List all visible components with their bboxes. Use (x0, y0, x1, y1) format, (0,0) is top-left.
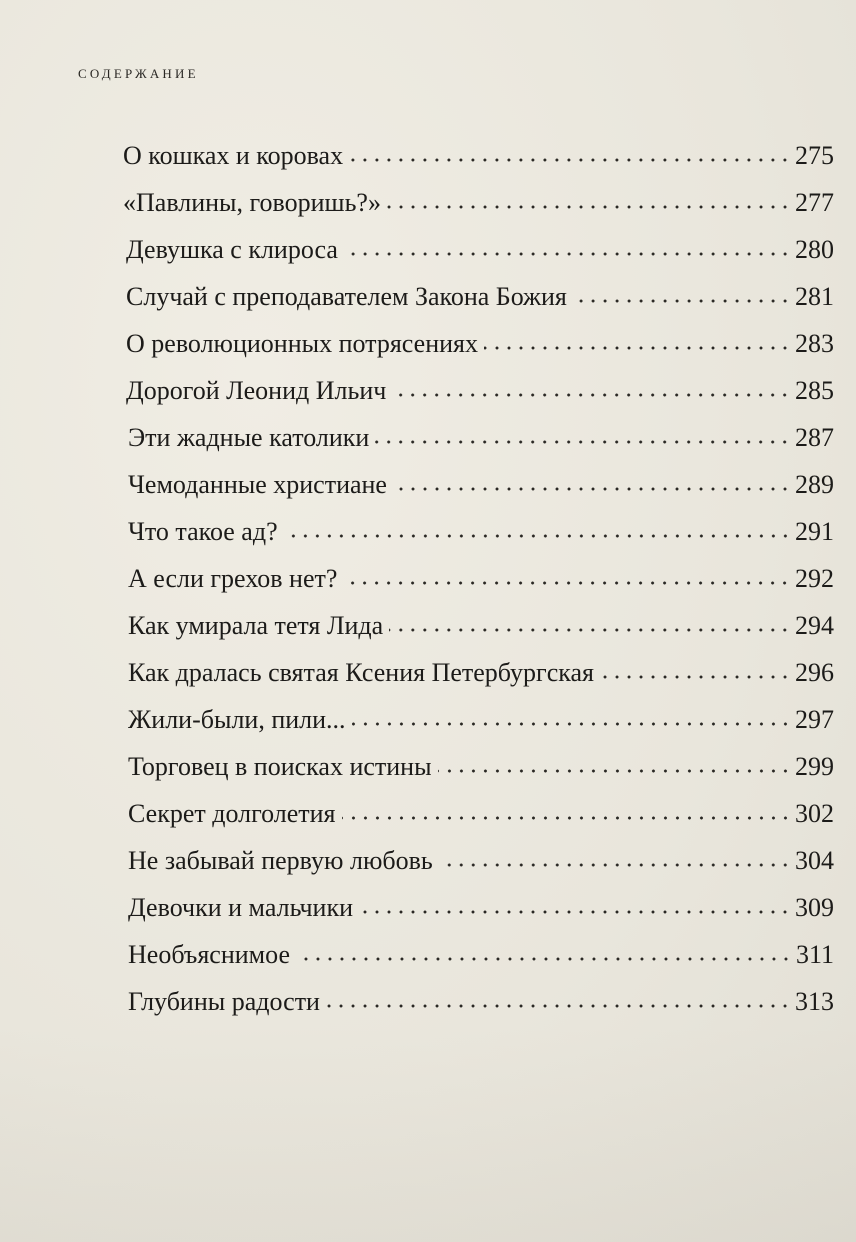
toc-entry-title: Как дралась святая Ксения Петербургская (128, 658, 594, 687)
toc-entry-page: 280 (795, 235, 834, 264)
toc-entry-page: 296 (795, 658, 834, 687)
toc-entry-title: О кошках и коровах (123, 141, 344, 170)
toc-entry (0, 320, 856, 367)
toc-entry-page: 283 (795, 329, 834, 358)
toc-entry (0, 884, 856, 931)
toc-entry-page: 297 (795, 705, 834, 734)
dot-leader (343, 580, 791, 586)
toc-entry-title: Девушка с клироса (126, 235, 338, 264)
toc-entry-title: Дорогой Леонид Ильич (126, 376, 387, 405)
dot-leader (284, 533, 791, 539)
toc-entry (0, 508, 856, 555)
toc-entry-title: Не забывай первую любовь (128, 846, 433, 875)
dot-leader (387, 204, 791, 210)
toc-entry-page: 299 (795, 752, 834, 781)
dot-leader (375, 439, 791, 445)
dot-leader (342, 815, 791, 821)
toc-entry (0, 367, 856, 414)
toc-entry-page: 309 (795, 893, 834, 922)
page-shadow (0, 1022, 856, 1242)
toc-entry-title: А если грехов нет? (128, 564, 338, 593)
toc-entry (0, 602, 856, 649)
dot-leader (326, 1003, 791, 1009)
toc-entry-title: Секрет долголетия (128, 799, 336, 828)
toc-entry-title: Жили-были, пили... (128, 705, 346, 734)
dot-leader (393, 486, 791, 492)
toc-entry (0, 273, 856, 320)
toc-entry-title: Как умирала тетя Лида (128, 611, 384, 640)
toc-entry-title: Эти жадные католики (128, 423, 370, 452)
dot-leader (484, 345, 791, 351)
dot-leader (392, 392, 791, 398)
toc-entry-page: 277 (795, 188, 834, 217)
toc-entry (0, 790, 856, 837)
toc-entry (0, 414, 856, 461)
toc-entry (0, 461, 856, 508)
toc-entry (0, 179, 856, 226)
toc-entry-page: 275 (795, 141, 834, 170)
dot-leader (359, 909, 791, 915)
toc-entry-page: 287 (795, 423, 834, 452)
dot-leader (296, 956, 792, 962)
toc-entry-title: О революционных потрясениях (126, 329, 478, 358)
toc-entry-page: 289 (795, 470, 834, 499)
dot-leader (349, 157, 791, 163)
toc-entry-title: Девочки и мальчики (128, 893, 353, 922)
dot-leader (439, 862, 791, 868)
toc-entry (0, 132, 856, 179)
toc-entry-title: Необъяснимое (128, 940, 290, 969)
toc-entry-title: Глубины радости (128, 987, 320, 1016)
toc-entry (0, 743, 856, 790)
toc-entry-page: 292 (795, 564, 834, 593)
toc-entry-page: 294 (795, 611, 834, 640)
toc-entry-page: 311 (795, 940, 834, 969)
toc-entry-title: Чемоданные христиане (128, 470, 387, 499)
toc-entry-title: Что такое ад? (128, 517, 278, 546)
toc-entry-page: 304 (795, 846, 834, 875)
table-of-contents (0, 132, 856, 1025)
toc-entry-title: Случай с преподавателем Закона Божия (126, 282, 567, 311)
toc-entry (0, 226, 856, 273)
toc-entry-page: 302 (795, 799, 834, 828)
dot-leader (573, 298, 791, 304)
page-heading: содержание (78, 62, 199, 83)
toc-entry (0, 555, 856, 602)
toc-entry-page: 285 (795, 376, 834, 405)
toc-entry (0, 931, 856, 978)
dot-leader (438, 768, 791, 774)
dot-leader (352, 721, 791, 727)
dot-leader (344, 251, 791, 257)
toc-entry (0, 837, 856, 884)
toc-entry (0, 978, 856, 1025)
toc-entry-title: «Павлины, говоришь?» (123, 188, 381, 217)
toc-entry-page: 281 (795, 282, 834, 311)
toc-entry-page: 291 (795, 517, 834, 546)
dot-leader (600, 674, 791, 680)
toc-entry-page: 313 (795, 987, 834, 1016)
dot-leader (389, 627, 791, 633)
toc-entry-title: Торговец в поисках истины (128, 752, 432, 781)
toc-entry (0, 696, 856, 743)
toc-entry (0, 649, 856, 696)
